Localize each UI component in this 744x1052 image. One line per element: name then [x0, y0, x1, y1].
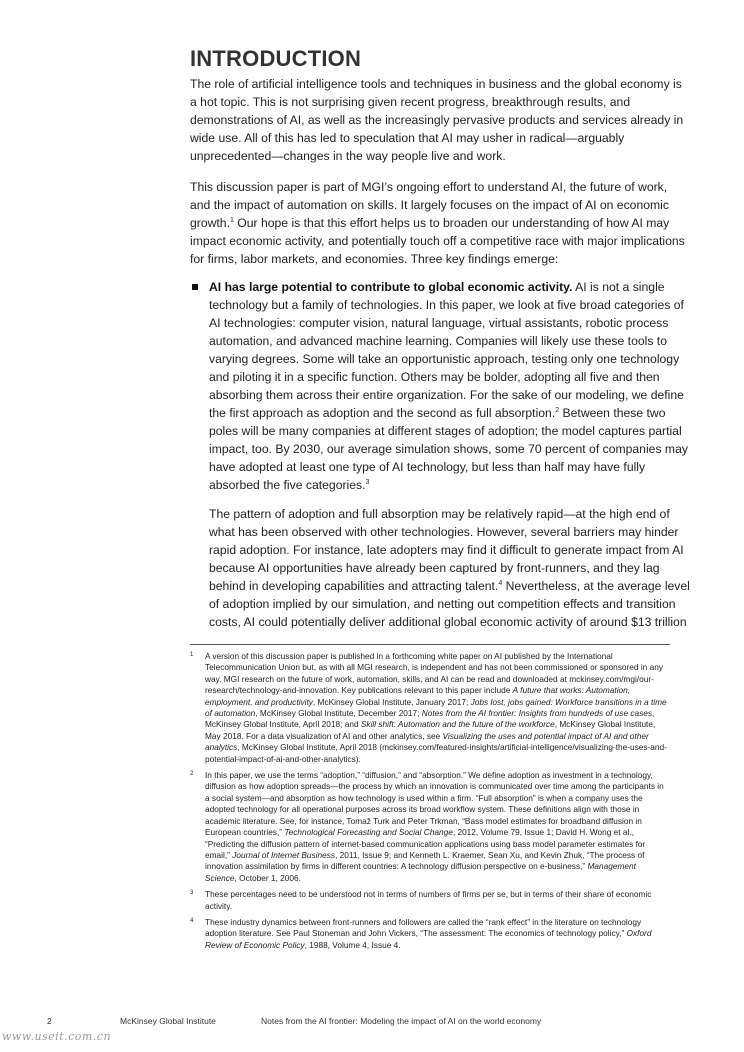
intro-paragraph-1: The role of artificial intelligence tools and techniques in business and the global economy is a hot topic. This is not surprising given recent progress, breakthrough results, and demonstrations of AI, as well as the increasingly pervasive products and services already in wide use. All of this has led to speculation that AI may usher in radical—arguably unprecedented—changes in the way people live and work. — [190, 77, 684, 163]
intro-paragraph-2 — [190, 178, 690, 268]
footnote-ref-2[interactable]: 2 — [555, 406, 560, 414]
bullet-text-b: Between these two poles will be many companies at different stages of adoption; the model captures partial impact, too. By 2030, our average simulation shows, some 70 percent of companies may have adopted at least one type of AI technology, but less than half may have fully absorbed the five categories. — [209, 406, 688, 492]
citation-title: Oxford Review of Economic Policy — [205, 928, 652, 950]
footnote-text: , McKinsey Global Institute, January 2017; — [312, 696, 471, 707]
footnote-number: 4 — [190, 917, 194, 924]
footnote-text: In this paper, we use the terms “adoption,” “diffusion,” and “absorption.” We define adoption as investment in a technology, diffusion as how adoption spreads—the process by which an innovation is communicated over time among the participants in a social system—and absorption as how technology is used within a firm. “Full absorption” is when a company uses the adopted technology for all operational purposes across its broad workflow system. These definitions align with those in academic literature. See, for instance, Tomaž Turk and Peter Trkman, “Bass model estimates for broadband diffusion in European countries,” — [205, 770, 664, 838]
bullet-lead-in: AI has large potential to contribute to global economic activity. — [209, 280, 573, 294]
citation-title: Visualizing the uses and potential impact of AI and other analytics — [205, 730, 649, 753]
footer-document-title: Notes from the AI frontier: Modeling the impact of AI on the world economy — [261, 1016, 542, 1026]
citation-title: Skill shift: Automation and the future of the workforce — [360, 719, 555, 730]
footnote-text: , McKinsey Global Institute, December 2017; — [255, 708, 422, 719]
footnote-divider — [190, 644, 670, 645]
footnote-3 — [190, 889, 670, 912]
site-watermark: www.useit.com.cn — [2, 1030, 112, 1043]
square-bullet-icon — [192, 284, 198, 290]
footnote-text: A version of this discussion paper is published in a forthcoming white paper on AI published by the International Telecommunication Union but, as with all MGI research, is independent and has not been commissioned or sponsored in any way. MGI research on the future of work, automation, skills, and AI can be read and downloaded at mckinsey.com/mgi/our-research/technology-and-innovation. Key publications relevant to this paper include — [205, 651, 663, 696]
bullet-para2-text-b: Nevertheless, at the average level of adoption implied by our simulation, and netting out competition effects and transition costs, AI could potentially deliver additional global economic activity of around $13 trillion — [209, 579, 690, 629]
footnote-text: , McKinsey Global Institute, May 2018. For a data visualization of AI and other analytics, see — [205, 719, 656, 741]
footnote-text: , 1988, Volume 4, Issue 4. — [304, 939, 401, 950]
intro-paragraph-2-text-a: This discussion paper is part of MGI’s ongoing effort to understand AI, the future of work, and the impact of automation on skills. It largely focuses on the impact of AI on economic growth. — [190, 180, 669, 230]
footnote-number: 1 — [190, 652, 194, 658]
footnote-4 — [190, 917, 670, 951]
footnote-text: , 2012, Volume 79, Issue 1; David H. Wong et al., “Predicting the diffusion pattern of internet-based communication applications using bass model parameter estimates for email,” — [205, 827, 646, 860]
bullet-paragraph-2 — [209, 505, 690, 631]
page-number: 2 — [47, 1016, 52, 1026]
citation-title: Technological Forecasting and Social Change — [284, 827, 453, 838]
footnote-number: 3 — [190, 890, 194, 897]
footnote-text: , 2011, Issue 9; and Kenneth L. Kraemer, Sean Xu, and Kevin Zhuk, “The process of innovation assimilation by firms in different countries: A technology diffusion perspective on e-business,” — [205, 849, 645, 872]
footnote-text: These percentages need to be understood not in terms of numbers of firms per se, but in terms of their share of economic activity. — [205, 889, 652, 911]
footnote-number: 2 — [190, 771, 194, 778]
footnotes — [190, 651, 670, 956]
footnote-text: , McKinsey Global Institute, April 2018; and — [205, 708, 655, 730]
bullet-paragraph-1 — [209, 278, 690, 494]
bullet-text-a: AI is not a single technology but a family of technologies. In this paper, we look at five broad categories of AI technologies: computer vision, natural language, virtual assistants, robotic process automation, and advanced machine learning. Companies will likely use these tools to varying degrees. Some will take an opportunistic approach, testing only one technology and piloting it in a specific function. Others may be bolder, adopting all five and then absorbing them across their entire organization. For the sake of our modeling, we define the first approach as adoption and the second as full absorption. — [209, 280, 684, 420]
footer-organization: McKinsey Global Institute — [120, 1016, 216, 1026]
footnote-text: , McKinsey Global Institute, April 2018 (mckinsey.com/featured-insights/artificial-intelligence/visualizing-the-uses-and-potential-impact-of-ai-and-other-analytics). — [205, 742, 667, 764]
citation-title: Management Science — [205, 861, 636, 883]
section-heading: INTRODUCTION — [190, 46, 362, 71]
bullet-para2-text-a: The pattern of adoption and full absorption may be relatively rapid—at the high end of what has been observed with other technologies. However, several barriers may hinder rapid adoption. For instance, late adopters may find it difficult to generate impact from AI because AI opportunities have already been captured by front-runners, and they lag behind in developing capabilities and attracting talent. — [209, 507, 684, 593]
key-finding-bullet-1 — [190, 278, 690, 631]
footnote-2 — [190, 770, 670, 884]
citation-title: Notes from the AI frontier: Insights from hundreds of use cases — [421, 708, 653, 719]
page-footer — [0, 1016, 744, 1030]
citation-title: Jobs lost, jobs gained: Workforce transitions in a time of automation — [205, 696, 667, 719]
footnote-text: These industry dynamics between front-runners and followers are called the “rank effect” in the literature on technology adoption literature. See Paul Stoneman and John Vickers, “The assessment: The economics of technology policy,” — [205, 916, 642, 939]
footnote-1 — [190, 651, 670, 765]
intro-paragraph-2-text-b: Our hope is that this effort helps us to broaden our understanding of how AI may impact economic activity, and potentially touch off a competitive race with major implications for firms, labor markets, and economies. Three key findings emerge: — [190, 216, 685, 266]
citation-title: A future that works: Automation, employment, and productivity — [205, 685, 631, 707]
footnote-ref-3[interactable]: 3 — [365, 478, 370, 486]
footnote-ref-4[interactable]: 4 — [498, 579, 503, 587]
footnote-ref-1[interactable]: 1 — [229, 216, 234, 224]
citation-title: Journal of Internet Business — [232, 849, 336, 860]
footnote-text: , October 1, 2006. — [234, 872, 301, 883]
